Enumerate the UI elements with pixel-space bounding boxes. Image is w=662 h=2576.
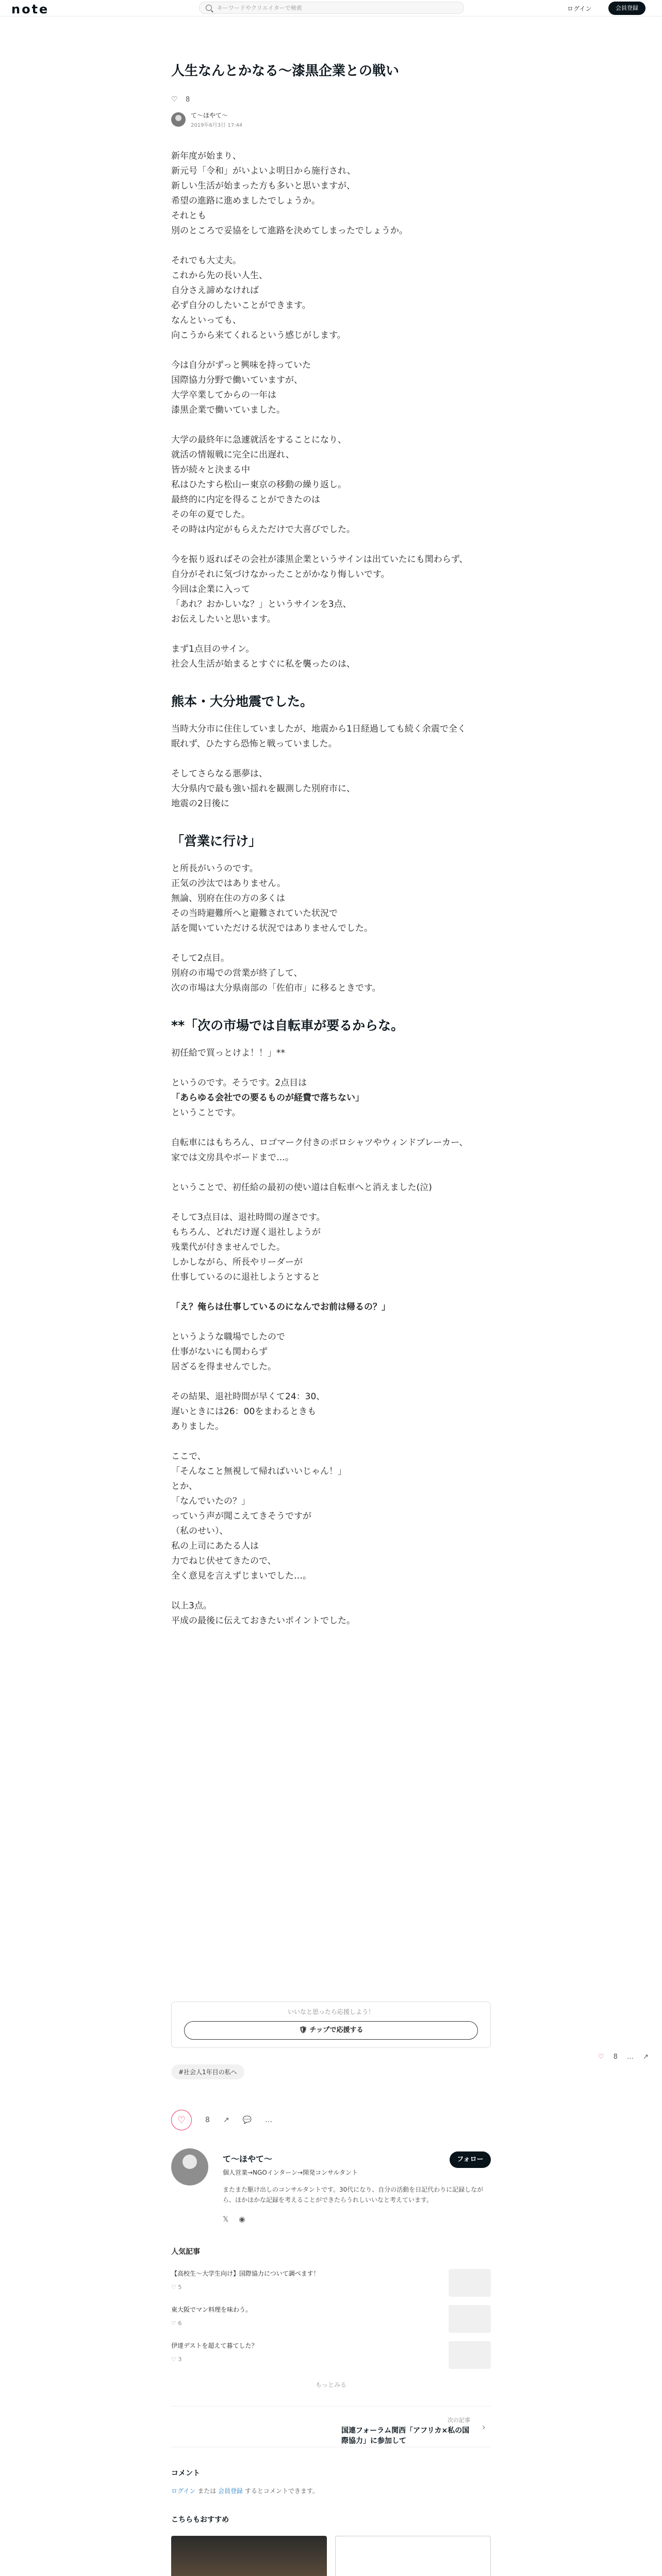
text-line: 「なんでいたの？」 — [171, 1496, 250, 1506]
recommend-grid — [171, 2536, 491, 2576]
tip-button-label: チップで応援する — [309, 2026, 363, 2034]
author-card-bio: またまた駆け出しのコンサルタントです。30代になり、自分の活動を日記代わりに記録しながら、ほかほかな記録を考えることができたらうれしいいなと考えています。 — [223, 2186, 484, 2204]
text-line: 大学卒業してからの一年は — [171, 389, 276, 400]
text-line: 遅いときには26：00をまわるときも — [171, 1406, 317, 1417]
like-count: 3 — [178, 2356, 182, 2363]
text-line: もちろん、どれだけ遅く退社しようが — [171, 1227, 321, 1238]
text-line: **「次の市場では自転車が要るからな。 — [171, 1018, 404, 1033]
text-line: 家では文房具やボードまで…。 — [171, 1152, 294, 1163]
tip-icon: 🛡 — [299, 2026, 310, 2034]
share-icon[interactable]: ↗ — [642, 2053, 649, 2061]
paragraph — [171, 1330, 491, 1375]
paragraph — [171, 861, 491, 936]
popular-title: 人気記事 — [171, 2248, 200, 2256]
paragraph — [171, 642, 491, 672]
text-line: 今を振り返ればその会社が漆黒企業というサインは出ていたにも関わらず、 — [171, 554, 468, 565]
support-message: いいなと思ったら応援しよう！ — [287, 2008, 374, 2015]
text-line: ありました。 — [171, 1421, 224, 1432]
paragraph — [171, 1076, 491, 1121]
social-links — [223, 2215, 245, 2224]
section-heading — [171, 692, 491, 710]
text-line: （私のせい）、 — [171, 1526, 228, 1536]
text-line: 大分県内で最も強い揺れを観測した別府市に、 — [171, 783, 355, 794]
text-line: 居ざるを得ませんでした。 — [171, 1361, 276, 1372]
login-button[interactable]: ログイン — [567, 5, 592, 12]
text-line: 自分がそれに気づけなかったことがかなり悔しいです。 — [171, 569, 390, 580]
recommend-card[interactable] — [335, 2536, 491, 2576]
text-line: これから先の長い人生、 — [171, 270, 268, 281]
text-line: 残業代が付きませんでした。 — [171, 1242, 285, 1252]
recommended-articles — [171, 2514, 491, 2576]
paragraph — [171, 1389, 491, 1434]
text-line: 全く意見を言えずじまいでした…。 — [171, 1570, 311, 1581]
text-line: 新しい生活が始まった方も多いと思いますが、 — [171, 180, 355, 191]
text-line: 無論、別府在住の方の多くは — [171, 893, 285, 904]
text-line: と所長がいうのです。 — [171, 863, 258, 874]
text-line: 向こうから来てくれるという感じがします。 — [171, 330, 346, 341]
next-article-label: 次の記事 — [448, 2417, 470, 2424]
search-icon — [206, 5, 212, 11]
text-line: ここで、 — [171, 1451, 206, 1462]
rss-icon[interactable]: ◉ — [239, 2215, 245, 2224]
text-line: 正気の沙汰ではありません。 — [171, 878, 286, 889]
see-more-link[interactable]: もっとみる — [315, 2381, 346, 2388]
next-article-link[interactable] — [171, 2406, 491, 2447]
paragraph — [171, 1046, 491, 1061]
comment-title: コメント — [171, 2469, 200, 2478]
text-line: 新年度が始まり、 — [171, 150, 241, 161]
text-line: 仕事しているのに退社しようとすると — [171, 1272, 320, 1282]
popular-item-likes: ♡ 6 — [171, 2320, 182, 2327]
text-line: 「そんなこと無視して帰ればいいじゃん！」 — [171, 1466, 346, 1477]
text-line: 話を聞いていただける状況ではありませんでした。 — [171, 923, 373, 934]
text-line: 別のところで妥協をして進路を決めてしまったでしょうか。 — [171, 225, 408, 236]
text-line: 国際協力分野で働いていますが、 — [171, 375, 303, 385]
text-line: 大学の最終年に急遽就活をすることになり、 — [171, 434, 346, 445]
recommend-title: こちらもおすすめ — [171, 2516, 229, 2524]
heart-icon[interactable]: ♡ — [171, 95, 178, 104]
text-line: 必ず自分のしたいことができます。 — [171, 300, 311, 311]
signup-link[interactable]: 会員登録 — [218, 2487, 243, 2495]
popular-item-title[interactable]: 伊達デストを超えて暮てした？ — [171, 2342, 258, 2349]
paragraph — [171, 1449, 491, 1584]
like-button[interactable]: ♡ — [171, 2110, 192, 2130]
popular-articles — [171, 2246, 491, 2389]
text-line: 平成の最後に伝えておきたいポイントでした。 — [171, 1615, 355, 1626]
card-image[interactable] — [335, 2536, 491, 2576]
text-line: まず1点目のサイン。 — [171, 643, 255, 654]
popular-item-likes: ♡ 3 — [171, 2356, 182, 2363]
text-line: そしてさらなる悪夢は、 — [171, 768, 268, 779]
thumbnail[interactable] — [449, 2341, 491, 2369]
text-line: なんといっても、 — [171, 315, 241, 326]
text-line: 就活の情報戦に完全に出遅れ、 — [171, 449, 295, 460]
text-line: 熊本・大分地震でした。 — [171, 693, 313, 709]
floating-actions — [598, 2053, 649, 2061]
paragraph — [171, 1300, 491, 1315]
text-line: 仕事がないにも関わらず — [171, 1346, 268, 1357]
text-line: 「え？俺らは仕事しているのになんでお前は帰るの？」 — [171, 1301, 390, 1312]
publish-date: 2019年6月3日 17:44 — [191, 122, 243, 128]
popular-item-likes: ♡ 5 — [171, 2284, 182, 2291]
text-line: 最終的に内定を得ることができたのは — [171, 494, 320, 505]
text-line: 以上3点。 — [171, 1600, 212, 1611]
text-line: 今回は企業に入って — [171, 584, 250, 595]
thumbnail[interactable] — [449, 2269, 491, 2297]
author-name[interactable]: て〜ほやて〜 — [191, 111, 228, 119]
heart-icon[interactable]: ♡ — [598, 2053, 604, 2061]
paragraph — [171, 552, 491, 627]
support-box — [171, 2002, 491, 2048]
text-line: しかしながら、所長やリーダーが — [171, 1257, 303, 1267]
text-line: ということです。 — [171, 1107, 241, 1118]
chevron-right-icon: › — [482, 2422, 486, 2433]
note-logo[interactable]: note — [11, 2, 49, 16]
text-line: っていう声が聞こえてきそうですが — [171, 1511, 311, 1521]
comment-icon[interactable]: 💬 — [242, 2116, 252, 2124]
search-input[interactable] — [199, 2, 464, 14]
card-image[interactable] — [171, 2536, 327, 2576]
avatar[interactable] — [171, 2148, 208, 2185]
text-line: 自分さえ諦めなければ — [171, 285, 259, 296]
signup-button[interactable]: 会員登録 — [608, 2, 646, 15]
twitter-icon[interactable]: 𝕏 — [223, 2215, 229, 2224]
text-line: 地震の2日後に — [171, 798, 229, 809]
thumbnail[interactable] — [449, 2305, 491, 2333]
text-line: 社会人生活が始まるとすぐに私を襲ったのは、 — [171, 658, 355, 669]
article-author[interactable] — [171, 111, 491, 128]
tip-button[interactable] — [184, 2021, 478, 2040]
site-header — [0, 0, 662, 16]
login-link[interactable]: ログイン — [171, 2487, 196, 2495]
author-card-name[interactable]: て〜ほやて〜 — [223, 2154, 273, 2164]
more-icon[interactable]: … — [265, 2116, 273, 2124]
text-line: 自転車にはもちろん、ロゴマーク付きのポロシャツやウィンドブレーカー、 — [171, 1137, 468, 1148]
section-heading — [171, 832, 491, 850]
article-title: 人生なんとかなる〜漆黒企業との戦い — [171, 63, 400, 79]
list-item[interactable] — [171, 2305, 491, 2341]
text-line: 力でねじ伏せてきたので、 — [171, 1555, 276, 1566]
popular-item-title[interactable]: 東大阪でマン料理を味わう。 — [171, 2306, 252, 2313]
text-line: それでも大丈夫。 — [171, 255, 241, 266]
text-line: 別府の市場での営業が終了して、 — [171, 968, 303, 978]
text-line: 当時大分市に住住していましたが、地震から1日経過しても続く余震で全く — [171, 723, 466, 734]
text-line: 次の市場は大分県南部の「佐伯市」に移るときです。 — [171, 982, 381, 993]
avatar[interactable] — [171, 112, 186, 127]
text-line: その結果、退社時間が早くて24：30、 — [171, 1391, 325, 1402]
paragraph — [171, 767, 491, 811]
share-icon[interactable]: ↗ — [223, 2116, 229, 2124]
like-count: 5 — [178, 2284, 182, 2291]
paragraph — [171, 1180, 491, 1195]
paragraph — [171, 358, 491, 418]
comment-prompt — [171, 2486, 491, 2495]
text-line: その年の夏でした。 — [171, 509, 250, 520]
action-like-count: 8 — [205, 2116, 210, 2124]
section-heading — [171, 1016, 491, 1035]
floating-like-count: 8 — [613, 2053, 618, 2061]
popular-item-title[interactable]: 【高校生〜大学生向け】国際協力について調べます！ — [171, 2270, 320, 2277]
text-line: ということで、初任給の最初の使い道は自転車へと消えました(泣) — [171, 1182, 432, 1193]
text-line: それとも — [171, 210, 206, 221]
paragraph — [171, 433, 491, 537]
list-item[interactable] — [171, 2341, 491, 2377]
text-line: というのです。そうです。2点目は — [171, 1077, 307, 1088]
comment-text-tail: するとコメントできます。 — [243, 2487, 319, 2495]
comment-text-mid: または — [195, 2487, 219, 2495]
next-article-title[interactable]: 国連フォーラム関西「アフリカ×私の国際協力」に参加して — [341, 2427, 470, 2445]
recommend-card[interactable] — [171, 2536, 327, 2576]
text-line: 希望の進路に進めましたでしょうか。 — [171, 195, 320, 206]
article-body — [171, 149, 491, 1629]
paragraph — [171, 253, 491, 343]
text-line: 初任給で買っとけよ！！」** — [171, 1047, 285, 1058]
text-line: 漆黒企業で働いていました。 — [171, 404, 285, 415]
text-line: 新元号「令和」がいよいよ明日から施行され、 — [171, 165, 356, 176]
search-placeholder: キーワードやクリエイターで検索 — [217, 5, 302, 11]
text-line: 私の上司にあたる人は — [171, 1540, 259, 1551]
article-like-row — [171, 96, 491, 104]
text-line: 皆が続々と決まる中 — [171, 464, 250, 475]
more-icon[interactable]: … — [626, 2053, 634, 2061]
text-line: 眠れず、ひたすら恐怖と戦っていました。 — [171, 738, 337, 749]
hashtag[interactable]: #社会人1年目の私へ — [171, 2064, 244, 2079]
article — [171, 62, 491, 1629]
paragraph — [171, 1210, 491, 1285]
paragraph — [171, 1136, 491, 1165]
like-count: 6 — [178, 2320, 182, 2327]
text-line: 私はひたすら松山ー東京の移動の繰り返し。 — [171, 479, 346, 490]
text-line: 「あらゆる会社での要るものが経費で落ちない」 — [171, 1092, 364, 1103]
comment-section — [171, 2468, 491, 2495]
text-line: 「あれ？おかしいな？」というサインを3点、 — [171, 599, 352, 609]
text-line: その時は内定がもらえただけで大喜びでした。 — [171, 524, 355, 535]
paragraph — [171, 1599, 491, 1629]
follow-button[interactable]: フォロー — [450, 2151, 491, 2168]
text-line: 「営業に行け」 — [171, 833, 262, 849]
like-count: 8 — [186, 95, 190, 104]
paragraph — [171, 722, 491, 752]
text-line: そして3点目は、退社時間の遅さです。 — [171, 1212, 325, 1223]
paragraph — [171, 951, 491, 996]
paragraph — [171, 149, 491, 239]
text-line: お伝えしたいと思います。 — [171, 614, 276, 624]
text-line: 今は自分がずっと興味を持っていた — [171, 360, 311, 370]
text-line: というような職場でしたので — [171, 1331, 285, 1342]
action-bar — [171, 2110, 272, 2130]
text-line: そして2点目。 — [171, 953, 229, 963]
text-line: とか、 — [171, 1481, 197, 1492]
list-item[interactable] — [171, 2269, 491, 2305]
text-line: その当時避難所へと避難されていた状況で — [171, 908, 338, 919]
author-card-role: 個人営業→NGOインターン→開発コンサルタント — [223, 2169, 358, 2176]
